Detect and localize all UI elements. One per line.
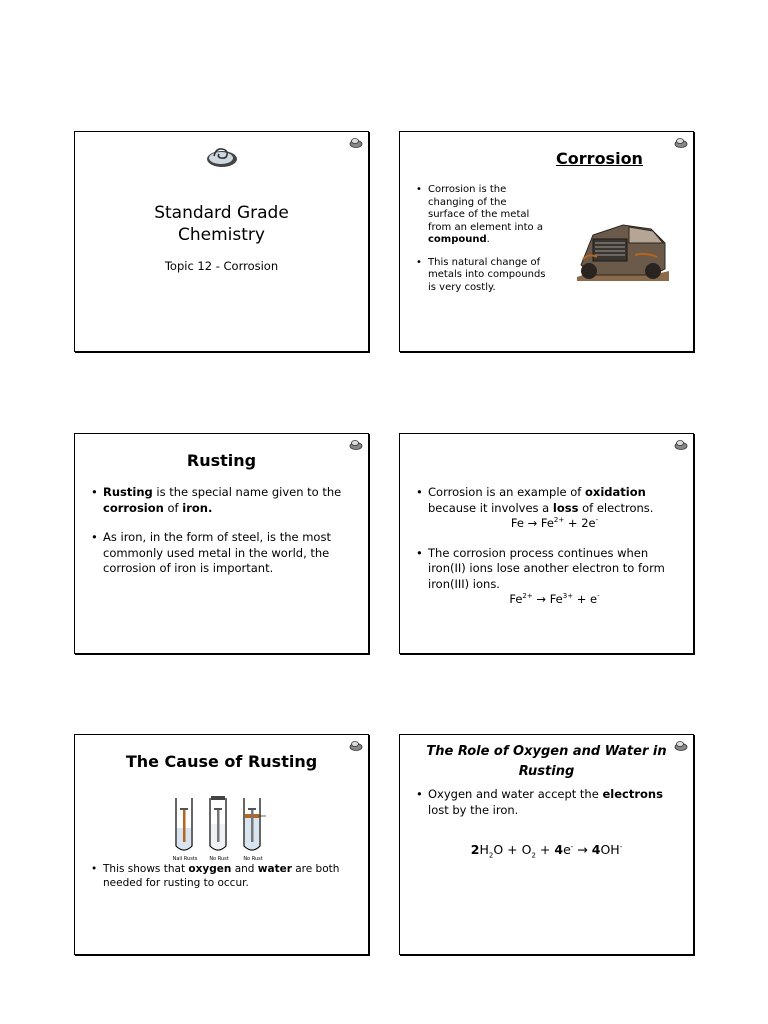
bullet-item: • Corrosion is an example of oxidation because it involves a loss of electrons. $Fe \to Fe^{2+} + 2e^-$ — [416, 485, 681, 532]
slide-title-line-2: Chemistry — [178, 225, 265, 245]
clip-logo-icon — [348, 135, 364, 149]
bullet-item: • Corrosion is the changing of the surface of the metal from an element into a compound. — [416, 184, 546, 247]
slide-title: Corrosion — [556, 149, 643, 168]
bullet-list — [416, 787, 681, 818]
bullet-list — [416, 485, 681, 608]
bullet-item: • The corrosion process continues when iron(II) ions lose another electron to form iron(III) ions. $Fe^{2+} \to Fe^{3+} + e^-$ — [416, 546, 681, 608]
clip-logo-icon — [348, 437, 364, 451]
slide-title: The Cause of Rusting — [125, 752, 318, 771]
slide-title-line-1: Standard Grade — [154, 203, 289, 223]
bullet-item: • As iron, in the form of steel, is the most commonly used metal in the world, the corrosion of iron is important. — [91, 530, 356, 577]
bullet-list — [91, 862, 356, 890]
bullet-list — [416, 184, 546, 294]
clip-logo-icon — [673, 135, 689, 149]
tube-label: No Rust — [243, 856, 263, 862]
swirl-logo-icon — [204, 140, 238, 170]
slide-title: The Role of Oxygen and Water in Rusting — [426, 744, 667, 779]
clip-logo-icon — [348, 738, 364, 752]
slide-subtitle: Topic 12 - Corrosion — [164, 259, 279, 273]
slide-6 — [399, 734, 694, 955]
rusty-truck-image — [575, 215, 671, 285]
slide-2 — [399, 131, 694, 352]
slide-3 — [74, 433, 369, 654]
tube-label: No Rust — [209, 856, 229, 862]
slide-1 — [74, 131, 369, 352]
bullet-list — [91, 485, 356, 577]
clip-logo-icon — [673, 437, 689, 451]
equation-iron-ii-oxidation: $Fe^{2+} \to Fe^{3+} + e^-$ — [509, 592, 600, 606]
test-tubes-drawing — [170, 784, 280, 864]
tube-label: Nail Rusts — [172, 856, 198, 862]
slide-5 — [74, 734, 369, 955]
test-tube-diagram — [170, 784, 280, 864]
equation-oxygen-water: $2H_2O + O_2 + 4e^- \to 4OH^-$ — [470, 842, 623, 860]
slide-4 — [399, 433, 694, 654]
bullet-item: • Oxygen and water accept the electrons lost by the iron. — [416, 787, 681, 818]
bullet-item: • This natural change of metals into compounds is very costly. — [416, 257, 546, 295]
bullet-item: • Rusting is the special name given to the corrosion of iron. — [91, 485, 356, 516]
slide-title: Rusting — [186, 451, 257, 470]
bullet-item: • This shows that oxygen and water are both needed for rusting to occur. — [91, 862, 356, 890]
equation-iron-oxidation: $Fe \to Fe^{2+} + 2e^-$ — [510, 516, 599, 530]
